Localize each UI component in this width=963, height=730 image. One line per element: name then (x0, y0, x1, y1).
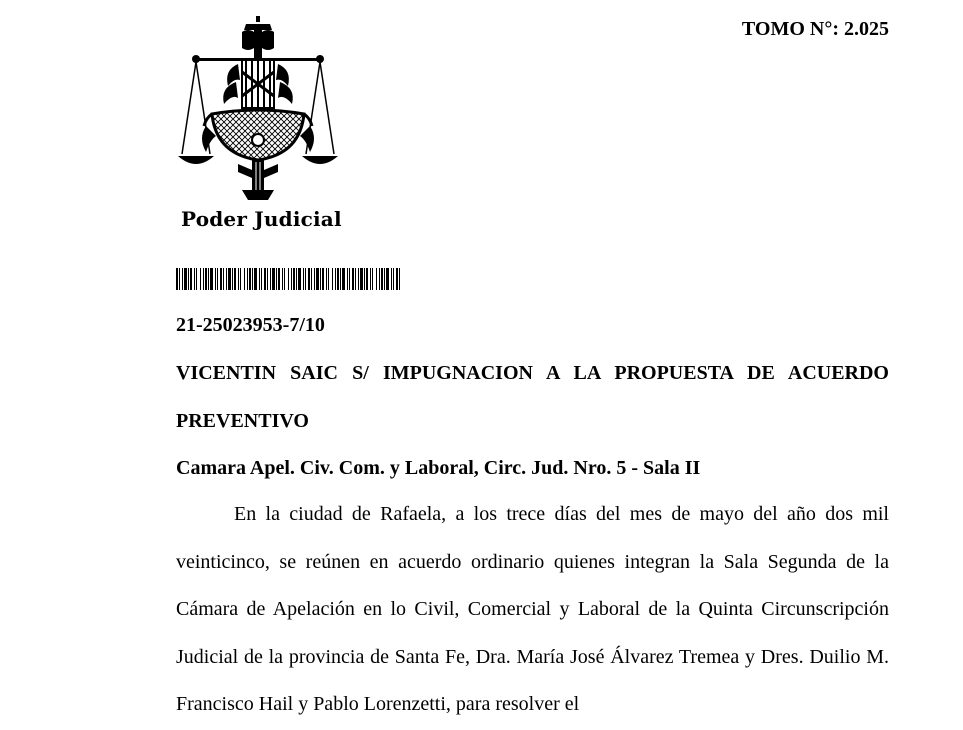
scales-of-justice-seal-icon (176, 14, 340, 202)
tomo-number: TOMO N°: 2.025 (741, 18, 889, 40)
seal-caption: Poder Judicial (181, 207, 342, 231)
document-content (176, 312, 889, 729)
court-name: Camara Apel. Civ. Com. y Laboral, Circ. Jud. Nro. 5 - Sala II (176, 457, 701, 479)
expediente-number: 21-25023953-7/10 (176, 314, 325, 336)
barcode-icon (176, 268, 402, 290)
body-paragraph: En la ciudad de Rafaela, a los trece días del mes de mayo del año dos mil veinticinco, se reúnen en acuerdo ordinario quienes integran la Sala Segunda de la Cámara de Apelación en lo Civil, Comercial y Laboral de la Quinta Circunscripción Judicial de la provincia de Santa Fe, Dra. María José Álvarez Tremea y Dres. Duilio M. Francisco Hail y Pablo Lorenzetti, para resolver el (176, 503, 889, 715)
case-title: VICENTIN SAIC S/ IMPUGNACION A LA PROPUESTA DE ACUERDO PREVENTIVO (176, 362, 889, 432)
